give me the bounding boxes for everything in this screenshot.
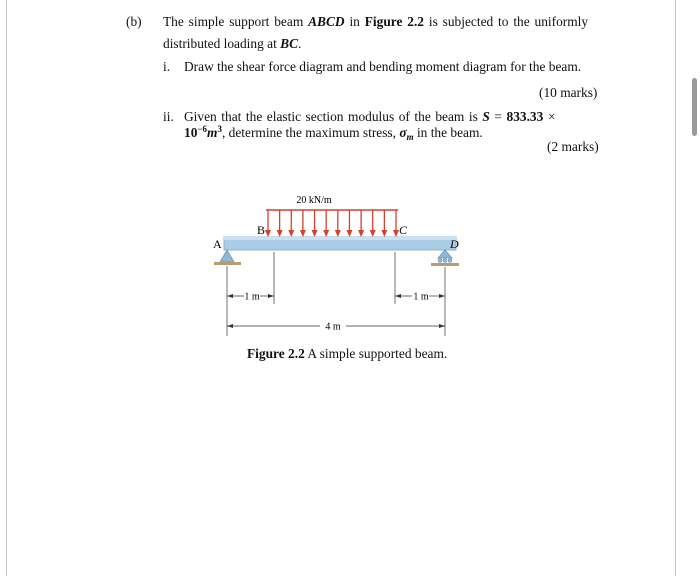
sigma-symbol: σ (399, 125, 407, 140)
load-arrow-head (358, 230, 364, 237)
dimension-CD: 1 m (413, 291, 429, 303)
roller-wheel (448, 259, 452, 263)
load-arrow-head (300, 230, 306, 237)
vertical-scrollbar[interactable] (692, 78, 697, 136)
label-D: D (450, 237, 459, 251)
load-arrow-head (265, 230, 271, 237)
subquestion-i-text: Draw the shear force diagram and bending moment diagram for the beam. (184, 59, 582, 74)
label-B: B (257, 223, 266, 237)
figure-reference: Figure 2.2 (364, 14, 424, 29)
subquestion-ii-line-1: Given that the elastic section modulus of the beam is S = 833.33 × (184, 109, 556, 124)
load-label: 20 kN/m (296, 195, 332, 206)
subquestion-i-number: i. (163, 59, 171, 74)
roller-support-D (438, 250, 452, 258)
subquestion-ii-line-2: $10^{-6}m^3$, determine the maximum stress, $\sigma_m$ in the beam. (184, 124, 483, 142)
subquestion-ii-marks: (2 marks) (547, 139, 599, 154)
load-arrow-head (323, 230, 329, 237)
beam-diagram (196, 186, 476, 346)
load-arrow-head (277, 230, 283, 237)
load-arrow-head (370, 230, 376, 237)
load-arrow-head (288, 230, 294, 237)
beam-highlight (224, 237, 456, 240)
label-A: A (213, 237, 222, 251)
roller-wheel (443, 259, 447, 263)
load-arrow-head (335, 230, 341, 237)
question-intro-line-1: The simple support beam ABCD in Figure 2.2 is subjected to the uniformly (163, 14, 589, 29)
figure-caption: Figure 2.2 A simple supported beam. (247, 346, 448, 361)
dimension-AB: 1 m (244, 291, 260, 303)
question-intro-line-2: distributed loading at BC. (163, 36, 302, 51)
dimension-AD: 4 m (325, 321, 341, 333)
loaded-segment: BC (280, 36, 299, 51)
ground-D (431, 263, 459, 266)
beam-figure (196, 186, 476, 346)
modulus-symbol: S (482, 109, 490, 124)
subquestion-ii-number: ii. (163, 109, 174, 124)
distributed-load-arrows (265, 210, 399, 237)
load-arrow-head (312, 230, 318, 237)
load-arrow-head (381, 230, 387, 237)
ground-A (214, 262, 241, 265)
beam-name: ABCD (308, 14, 345, 29)
pin-support-A (220, 250, 234, 262)
modulus-value: 833.33 (506, 109, 544, 124)
part-label: (b) (126, 14, 142, 29)
load-arrow-head (346, 230, 352, 237)
roller-wheel (438, 259, 442, 263)
subquestion-i-marks: (10 marks) (539, 85, 598, 100)
label-C: C (399, 223, 408, 237)
